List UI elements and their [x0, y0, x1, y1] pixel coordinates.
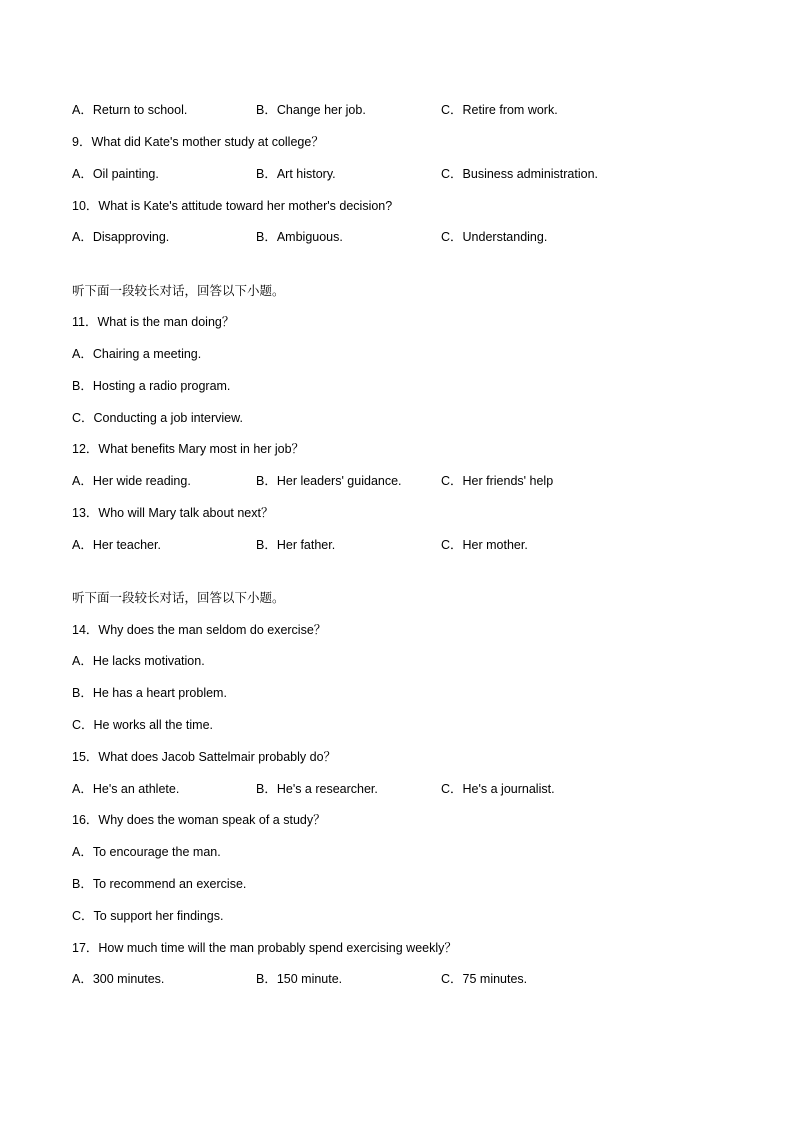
q16-stem: 16．Why does the woman speak of a study？: [72, 813, 326, 827]
q15-option-a: A．He's an athlete.: [72, 782, 180, 796]
q8-option-c: C．Retire from work.: [441, 103, 558, 117]
q14-stem: 14．Why does the man seldom do exercise？: [72, 623, 327, 637]
q9-option-b: B．Art history.: [256, 167, 336, 181]
q15-stem: 15．What does Jacob Sattelmair probably do？: [72, 750, 337, 764]
q17-option-a: A．300 minutes.: [72, 972, 165, 986]
q14-option-c: C．He works all the time.: [72, 718, 214, 732]
q9-option-a: A．Oil painting.: [72, 167, 159, 181]
q16-option-b: B．To recommend an exercise.: [72, 877, 247, 891]
q17-option-c: C．75 minutes.: [441, 972, 528, 986]
section-heading-listening-2: 听下面一段较长对话，回答以下小题。: [72, 283, 285, 298]
q11-option-a: A．Chairing a meeting.: [72, 347, 202, 361]
q13-option-c: C．Her mother.: [441, 538, 528, 552]
q8-option-b: B．Change her job.: [256, 103, 366, 117]
q12-option-a: A．Her wide reading.: [72, 474, 191, 488]
q9-stem: 9．What did Kate's mother study at college？: [72, 135, 324, 149]
q13-stem: 13．Who will Mary talk about next？: [72, 506, 274, 520]
q17-option-b: B．150 minute.: [256, 972, 343, 986]
section-heading-listening-3: 听下面一段较长对话，回答以下小题。: [72, 590, 285, 605]
q8-option-a: A．Return to school.: [72, 103, 188, 117]
q15-option-c: C．He's a journalist.: [441, 782, 555, 796]
q10-stem: 10．What is Kate's attitude toward her mother's decision?: [72, 199, 393, 213]
q14-option-a: A．He lacks motivation.: [72, 654, 205, 668]
q12-option-b: B．Her leaders' guidance.: [256, 474, 402, 488]
q11-option-c: C．Conducting a job interview.: [72, 411, 243, 425]
q16-option-c: C．To support her findings.: [72, 909, 224, 923]
q10-option-a: A．Disapproving.: [72, 230, 170, 244]
q11-stem: 11．What is the man doing？: [72, 315, 235, 329]
q12-option-c: C．Her friends' help: [441, 474, 554, 488]
q15-option-b: B．He's a researcher.: [256, 782, 378, 796]
q9-option-c: C．Business administration.: [441, 167, 599, 181]
q17-stem: 17．How much time will the man probably spend exercising weekly？: [72, 941, 457, 955]
q11-option-b: B．Hosting a radio program.: [72, 379, 231, 393]
q10-option-c: C．Understanding.: [441, 230, 548, 244]
q16-option-a: A．To encourage the man.: [72, 845, 221, 859]
q12-stem: 12．What benefits Mary most in her job？: [72, 442, 305, 456]
q13-option-b: B．Her father.: [256, 538, 336, 552]
q10-option-b: B．Ambiguous.: [256, 230, 343, 244]
q14-option-b: B．He has a heart problem.: [72, 686, 227, 700]
q13-option-a: A．Her teacher.: [72, 538, 161, 552]
